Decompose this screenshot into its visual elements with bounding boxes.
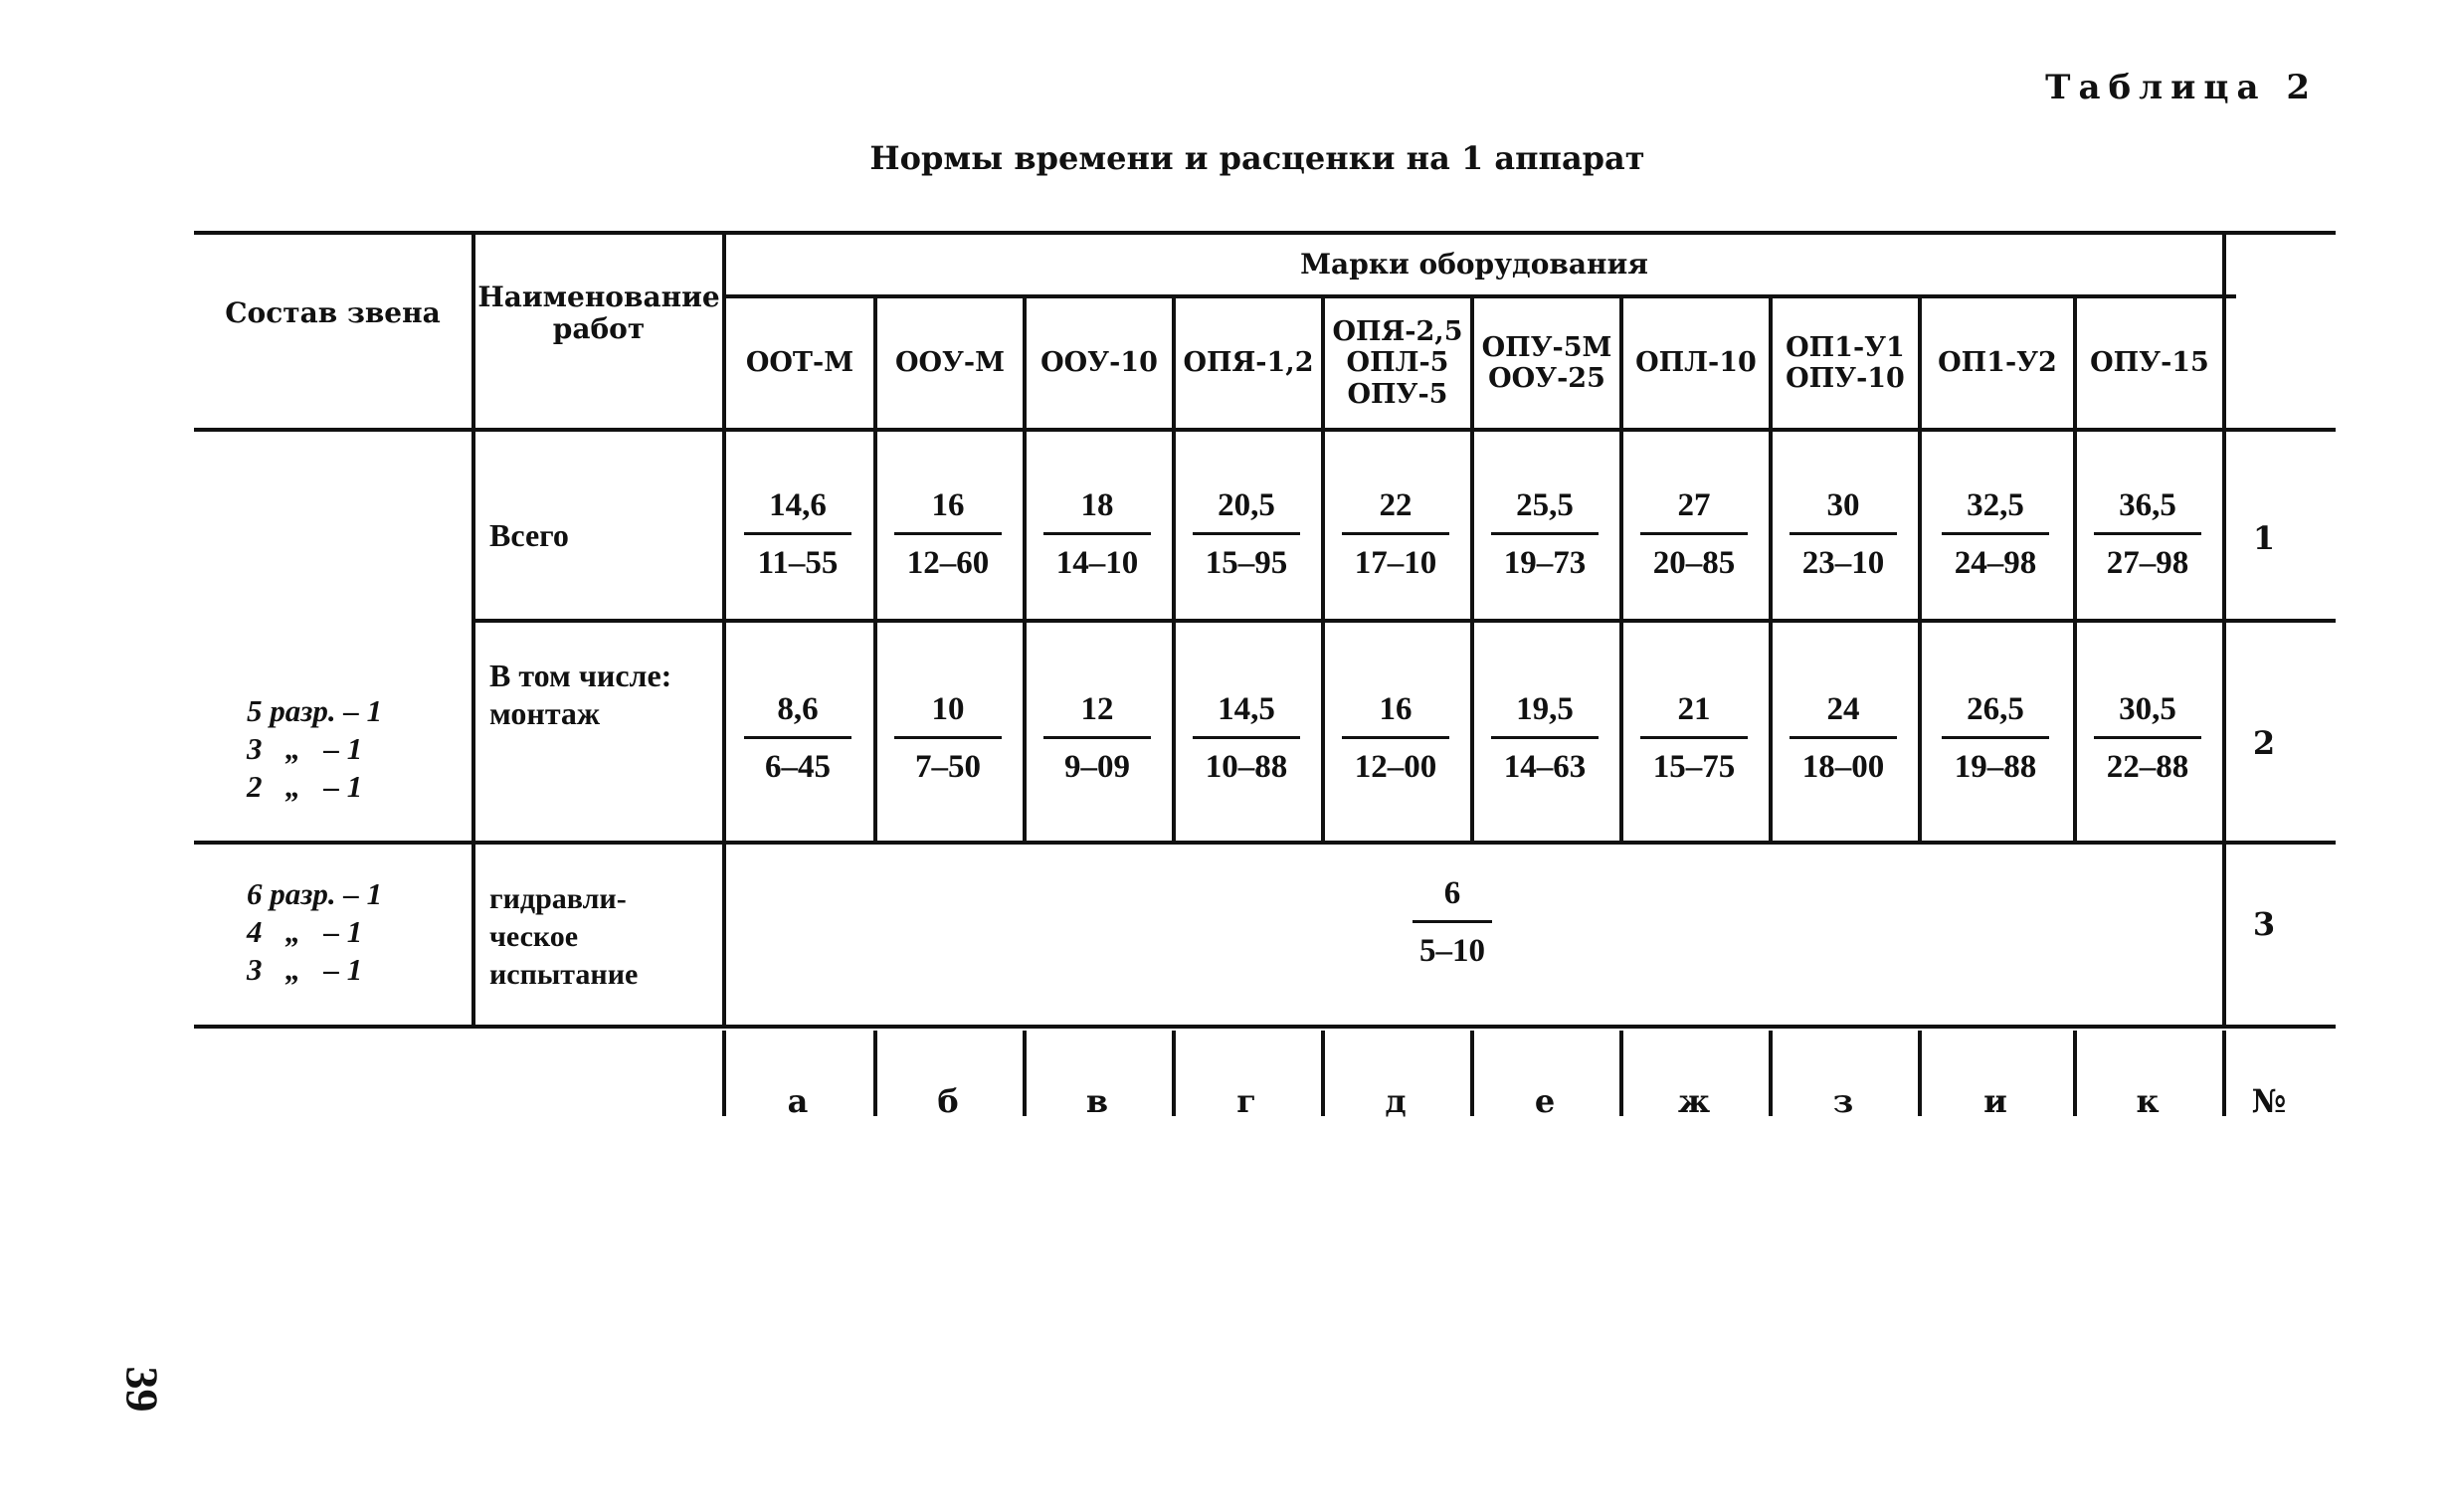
fraction-norm: 22 [1379,487,1413,523]
rule-row1-bottom [472,619,2336,623]
fraction-rate: 12–60 [906,545,990,581]
fraction-cell [738,691,857,786]
fraction-norm: 19,5 [1516,691,1574,727]
fraction-cell [1936,691,2055,786]
fraction-cell [1634,691,1754,786]
fraction-rate: 23–10 [1801,545,1885,581]
brand-header-3: ООУ-10 [1040,347,1158,379]
brand-header-8: ОП1-У1 ОПУ-10 [1786,331,1905,394]
footer-letter-2: б [937,1082,959,1120]
composition-group-2: 6 разр. – 1 4 „ – 1 3 „ – 1 [247,876,383,987]
page-title: Нормы времени и расценки на 1 аппарат [869,139,1645,177]
fraction-cell [1037,691,1157,786]
fraction-cell [1187,691,1306,786]
fraction-cell [1485,487,1604,582]
fraction-rate: 6–45 [765,749,831,785]
brand-header-5: ОПЯ-2,5 ОПЛ-5 ОПУ-5 [1332,316,1463,410]
header-work-name: Наименование работ [477,280,720,345]
merged-fraction-bottom: 5–10 [1419,933,1485,969]
fraction-rate: 19–88 [1954,749,2037,785]
footer-tick [873,1031,877,1116]
rule-header-bottom [194,428,2336,432]
row-name-hydro: гидравли- ческое испытание [489,882,639,991]
fraction-rate: 27–98 [2106,545,2189,581]
brand-header-7: ОПЛ-10 [1635,347,1757,379]
footer-letter-8: з [1832,1082,1854,1120]
fraction-norm: 26,5 [1967,691,2024,727]
fraction-cell [1485,691,1604,786]
row-number-2: 2 [2252,724,2276,762]
merged-fraction-top: 6 [1443,875,1461,911]
brand-header-9: ОП1-У2 [1938,347,2057,379]
fraction-norm: 16 [1379,691,1413,727]
fraction-norm: 14,5 [1218,691,1275,727]
row-name-total: Всего [489,517,569,553]
fraction-norm: 27 [1677,487,1711,523]
fraction-rate: 7–50 [915,749,981,785]
footer-letter-6: е [1534,1082,1556,1120]
footer-tick [2073,1031,2077,1116]
fraction-norm: 25,5 [1516,487,1574,523]
footer-tick [1321,1031,1325,1116]
brand-header-2: ООУ-М [894,347,1006,379]
fraction-rate: 15–95 [1205,545,1288,581]
fraction-rate: 19–73 [1503,545,1587,581]
fraction-norm: 8,6 [777,691,819,727]
fraction-rate: 9–09 [1064,749,1130,785]
rule-v-composition [471,231,475,1025]
rule-row2-bottom [194,841,2336,845]
fraction-cell [1784,487,1903,582]
row-number-1: 1 [2252,519,2276,557]
fraction-cell [1336,691,1455,786]
footer-tick [1172,1031,1176,1116]
fraction-rate: 20–85 [1652,545,1736,581]
rule-top [194,231,2336,235]
footer-letter-9: и [1983,1082,2007,1120]
fraction-cell [1336,487,1455,582]
fraction-rate: 18–00 [1801,749,1885,785]
fraction-rate: 22–88 [2106,749,2189,785]
footer-tick [2222,1031,2226,1116]
fraction-rate: 12–00 [1354,749,1437,785]
footer-letter-7: ж [1677,1082,1711,1120]
page-number: 39 [116,1366,168,1413]
footer-tick [1769,1031,1773,1116]
fraction-cell [1187,487,1306,582]
footer-num-label: № [2251,1082,2287,1120]
fraction-cell [2088,487,2207,582]
footer-tick [1023,1031,1027,1116]
composition-group-1: 5 разр. – 1 3 „ – 1 2 „ – 1 [247,693,383,804]
fraction-rate: 15–75 [1652,749,1736,785]
fraction-norm: 12 [1080,691,1114,727]
fraction-norm: 14,6 [769,487,827,523]
rule-table-bottom [194,1025,2336,1029]
fraction-norm: 24 [1826,691,1860,727]
brand-header-4: ОПЯ-1,2 [1183,347,1314,379]
fraction-norm: 32,5 [1967,487,2024,523]
footer-letter-10: к [2136,1082,2160,1120]
fraction-norm: 30 [1826,487,1860,523]
fraction-norm: 20,5 [1218,487,1275,523]
fraction-cell [1784,691,1903,786]
footer-tick [722,1031,726,1116]
fraction-norm: 16 [931,487,965,523]
brand-header-10: ОПУ-15 [2090,347,2209,379]
brand-header-1: ООТ-М [745,347,854,379]
fraction-cell [2088,691,2207,786]
rule-v-num [2222,231,2226,1025]
fraction-norm: 18 [1080,487,1114,523]
table-label: Таблица 2 [2045,68,2318,107]
fraction-cell [888,487,1008,582]
brand-header-6: ОПУ-5М ООУ-25 [1481,331,1612,394]
fraction-norm: 21 [1677,691,1711,727]
footer-letter-4: г [1236,1082,1256,1120]
fraction-cell [1634,487,1754,582]
row-name-mount: В том числе: монтаж [489,658,672,731]
fraction-rate: 24–98 [1954,545,2037,581]
row-number-3: 3 [2252,905,2276,943]
fraction-rate: 17–10 [1354,545,1437,581]
fraction-rate: 14–63 [1503,749,1587,785]
fraction-cell [1936,487,2055,582]
footer-letter-1: а [787,1082,809,1120]
footer-tick [1918,1031,1922,1116]
footer-letter-5: д [1385,1082,1407,1120]
fraction-rate: 14–10 [1055,545,1139,581]
fraction-norm: 10 [931,691,965,727]
merged-fraction-hydro [1413,875,1492,970]
header-composition: Состав звена [225,295,441,329]
fraction-cell [738,487,857,582]
footer-tick [1470,1031,1474,1116]
fraction-rate: 10–88 [1205,749,1288,785]
fraction-norm: 36,5 [2119,487,2176,523]
fraction-rate: 11–55 [757,545,839,581]
footer-letter-3: в [1085,1082,1109,1120]
fraction-cell [1037,487,1157,582]
header-brands-group: Марки оборудования [1300,247,1648,281]
fraction-norm: 30,5 [2119,691,2176,727]
footer-tick [1619,1031,1623,1116]
fraction-cell [888,691,1008,786]
